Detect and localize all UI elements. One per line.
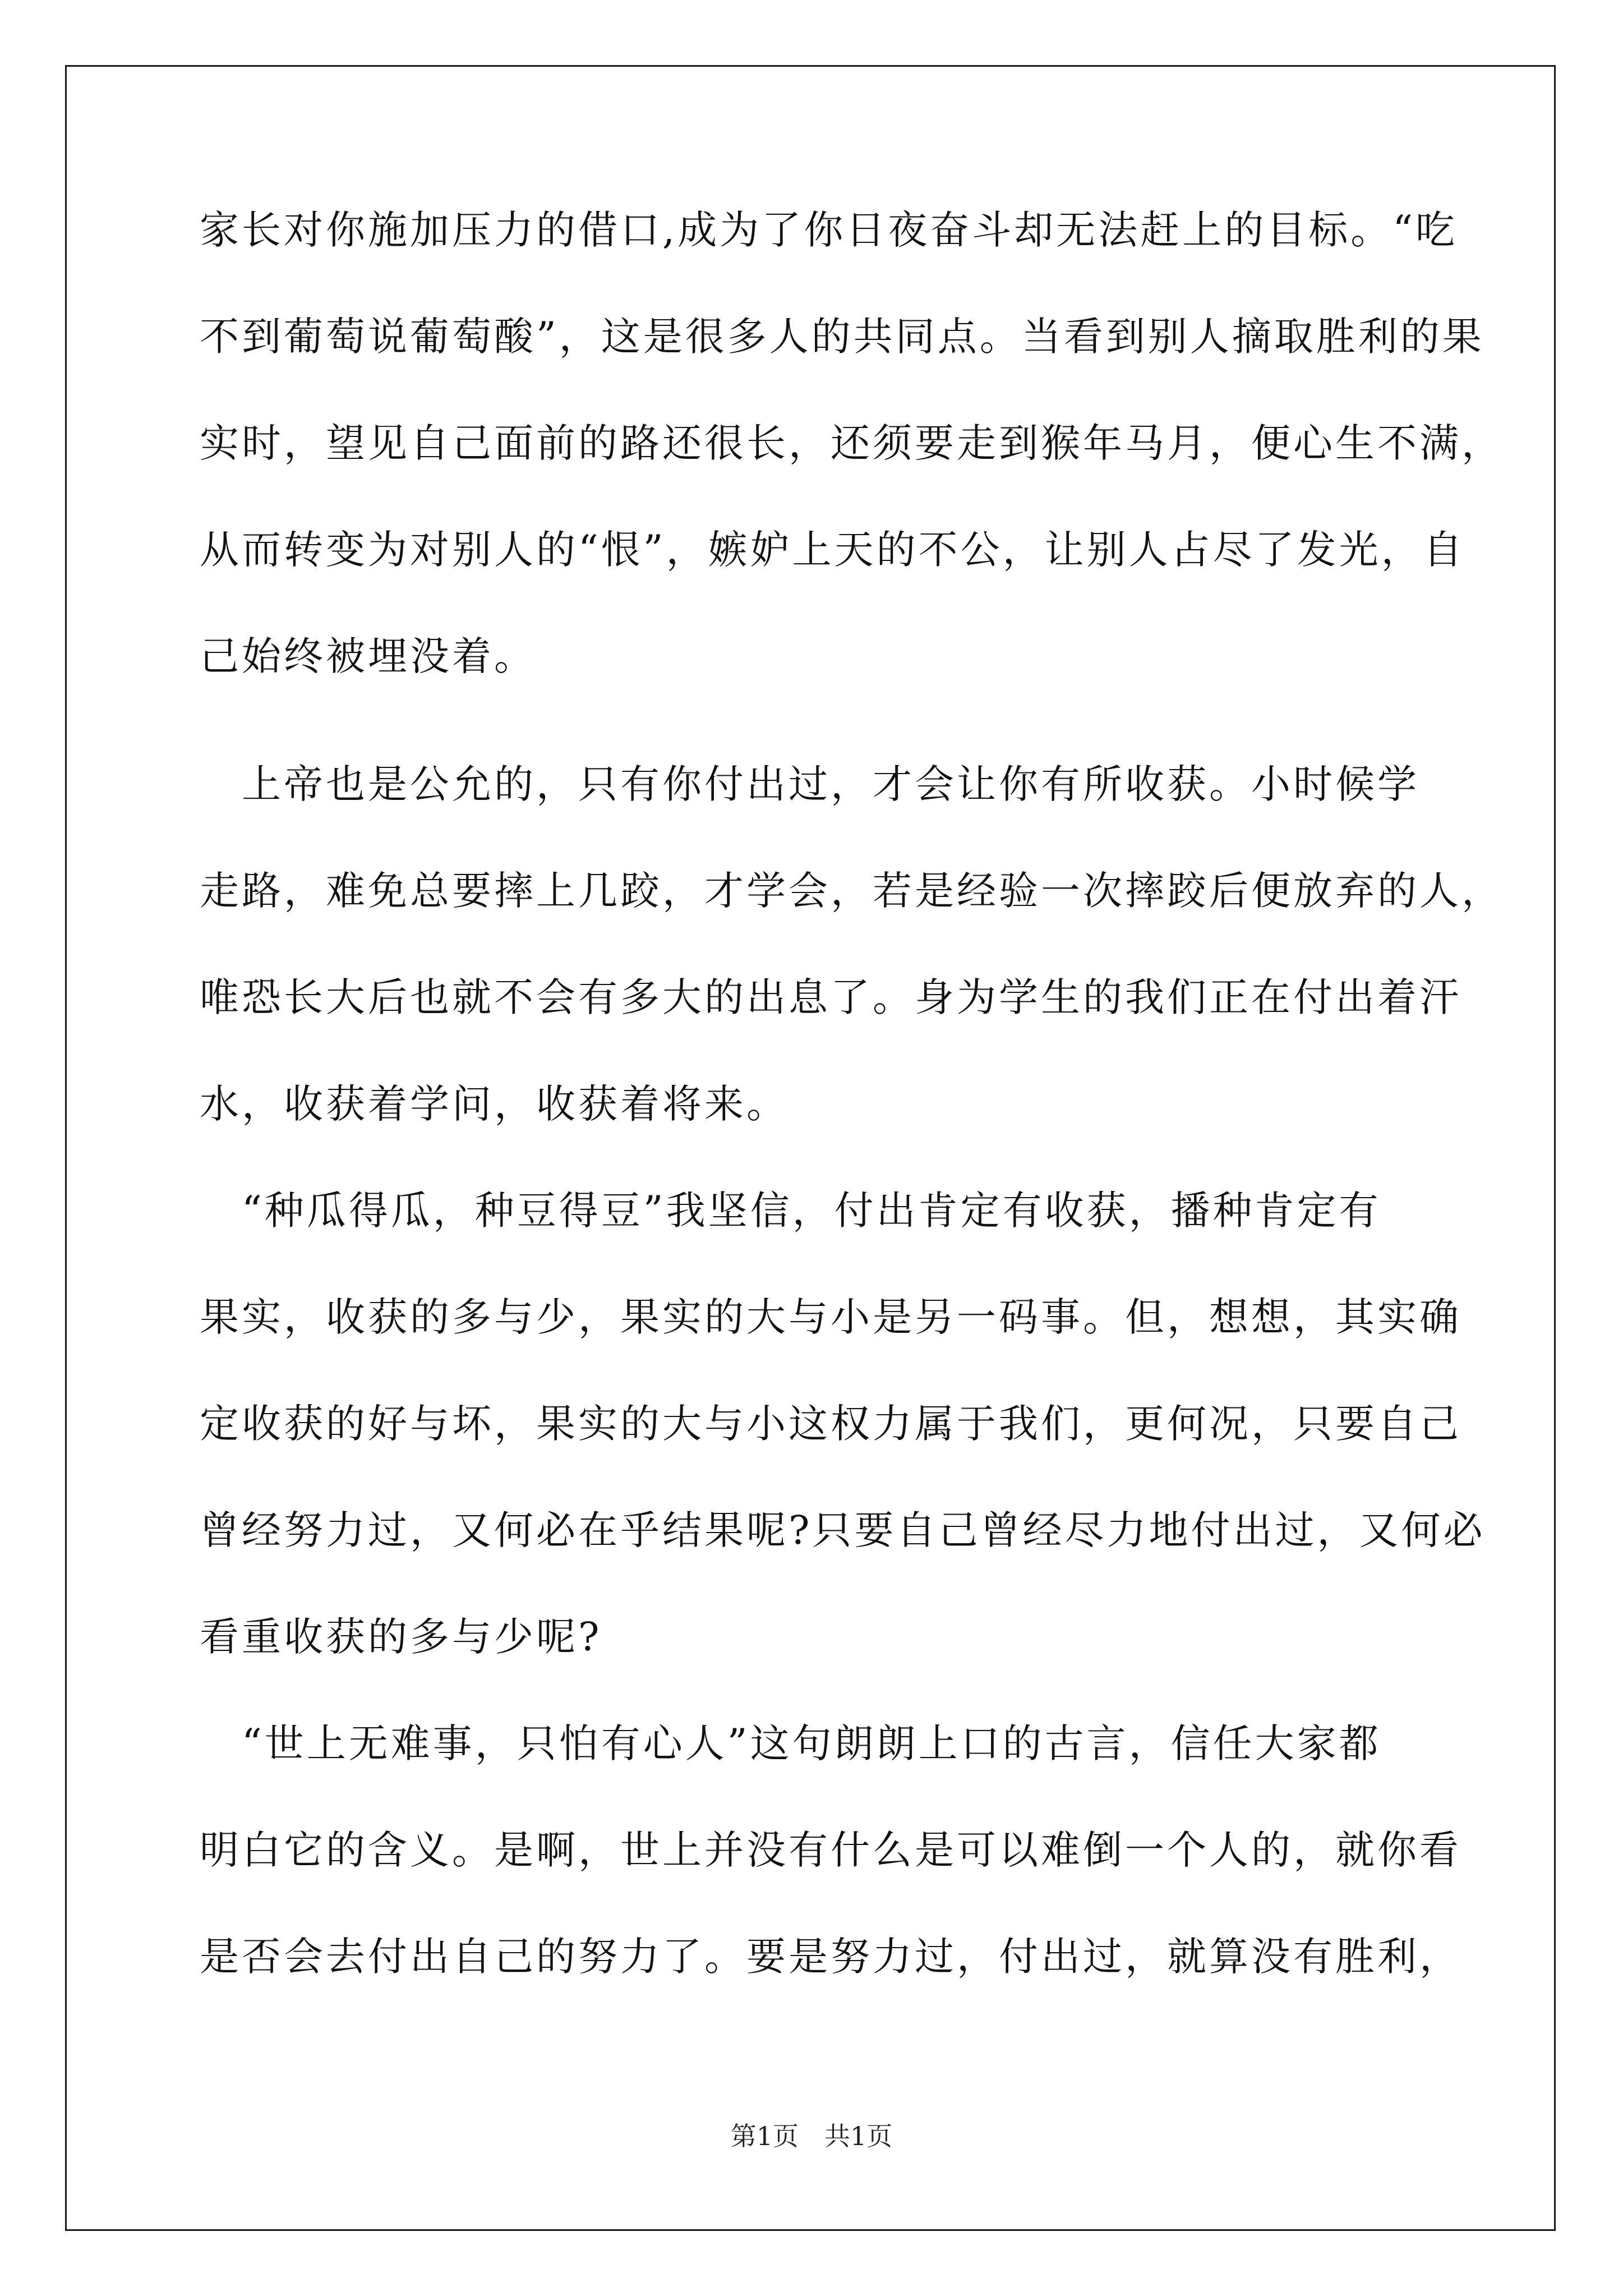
- text-line-3: 实时，望见自己面前的路还很长，还须要走到猴年马月，便心生不满，: [200, 420, 1504, 466]
- text-line-12: 定收获的好与坏，果实的大与小这权力属于我们，更何况，只要自己: [200, 1401, 1461, 1447]
- text-line-5: 己始终被埋没着。: [200, 633, 536, 679]
- text-line-14: 看重收获的多与少呢?: [200, 1614, 602, 1660]
- text-line-7: 走路，难免总要摔上几跤，才学会，若是经验一次摔跤后便放弃的人，: [200, 868, 1504, 914]
- text-line-17: 是否会去付出自己的努力了。要是努力过，付出过，就算没有胜利，: [200, 1934, 1461, 1980]
- page-border: [65, 65, 1556, 2231]
- page-footer: 第1页 共1页: [730, 2121, 893, 2151]
- text-line-2: 不到葡萄说葡萄酸”，这是很多人的共同点。当看到别人摘取胜利的果: [200, 314, 1484, 360]
- text-line-16: 明白它的含义。是啊，世上并没有什么是可以难倒一个人的，就你看: [200, 1827, 1461, 1873]
- text-line-10: “种瓜得瓜，种豆得豆”我坚信，付出肯定有收获，播种肯定有: [200, 1188, 1381, 1234]
- text-line-11: 果实，收获的多与少，果实的大与小是另一码事。但，想想，其实确: [200, 1294, 1461, 1340]
- text-line-13: 曾经努力过，又何必在乎结果呢?只要自己曾经尽力地付出过，又何必: [200, 1507, 1486, 1553]
- text-line-8: 唯恐长大后也就不会有多大的出息了。身为学生的我们正在付出着汗: [200, 974, 1461, 1020]
- text-line-4: 从而转变为对别人的“恨”，嫉妒上天的不公，让别人占尽了发光，自: [200, 527, 1465, 573]
- text-line-15: “世上无难事，只怕有心人”这句朗朗上口的古言，信任大家都: [200, 1720, 1381, 1766]
- text-line-6: 上帝也是公允的，只有你付出过，才会让你有所收获。小时候学: [200, 761, 1419, 807]
- text-line-9: 水，收获着学问，收获着将来。: [200, 1081, 789, 1127]
- text-line-1: 家长对你施加压力的借口,成为了你日夜奋斗却无法赶上的目标。“吃: [200, 207, 1458, 253]
